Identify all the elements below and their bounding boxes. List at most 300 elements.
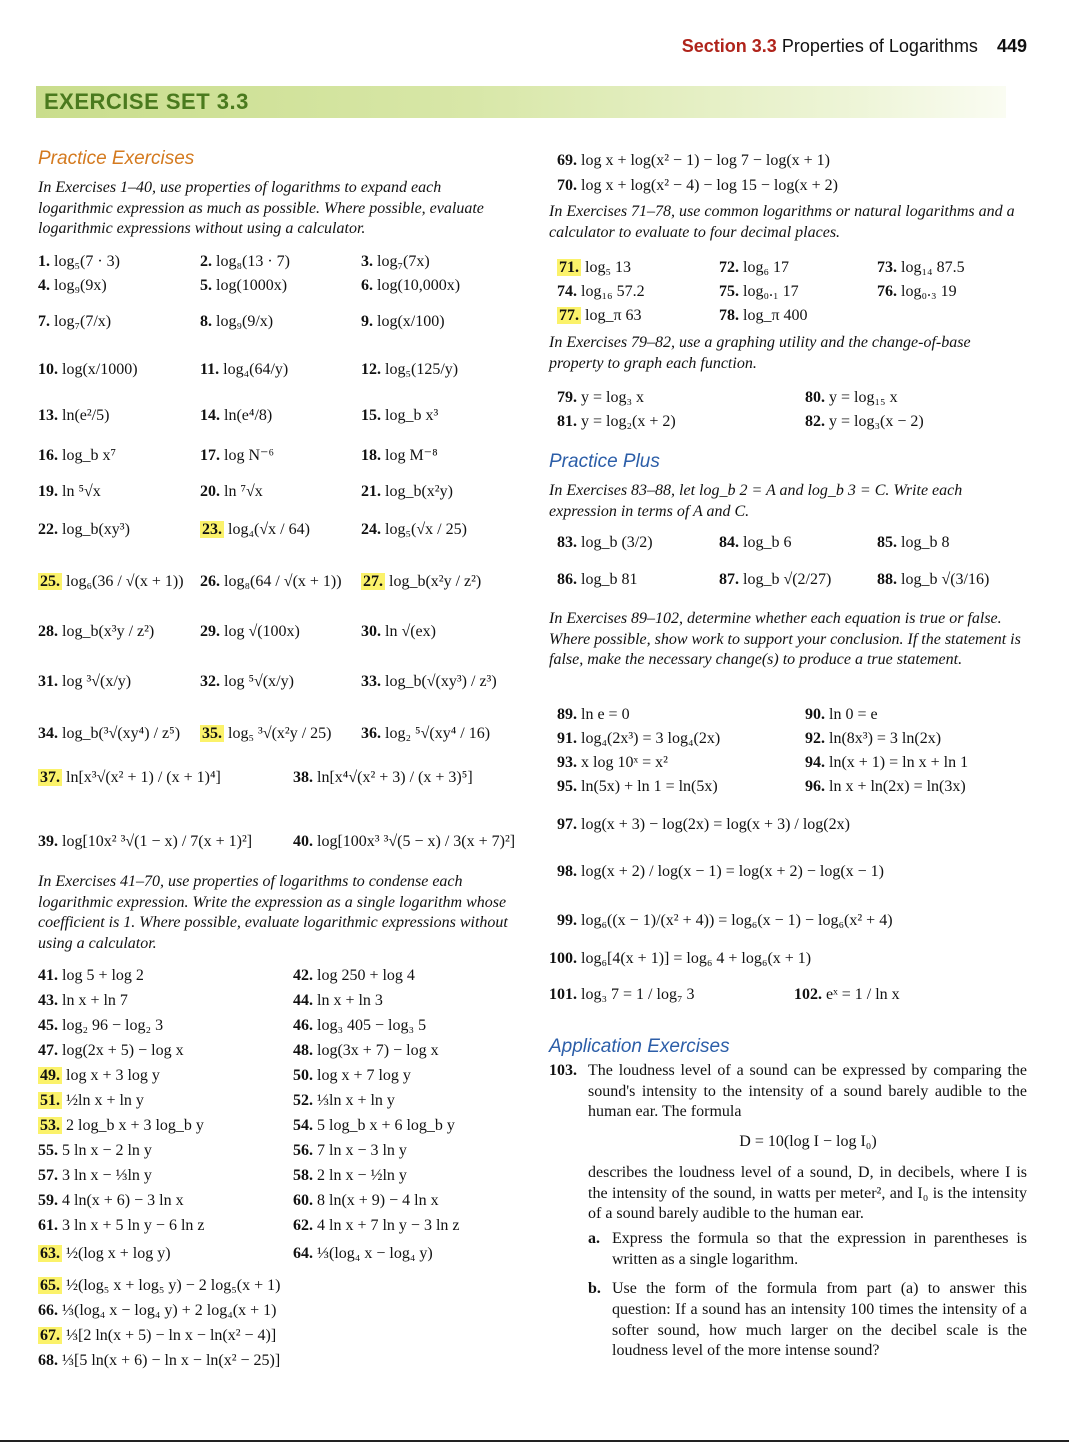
- exercise-number: 94.: [805, 754, 825, 771]
- exercise-expression: log₄(√x / 64): [224, 521, 310, 538]
- exercise-number: 36.: [361, 725, 381, 742]
- exercise-number: 87.: [719, 571, 739, 588]
- exercise-number: 65.: [40, 1277, 60, 1294]
- exercise-expression: log(x + 2) / log(x − 1) = log(x + 2) − log(x − 1): [577, 863, 884, 880]
- exercise-item: [293, 1116, 455, 1136]
- exercise-item: [293, 1091, 395, 1111]
- exercise-expression: 3 ln x + 5 ln y − 6 ln z: [58, 1217, 205, 1234]
- exercise-number: 30.: [361, 623, 381, 640]
- exercise-number: 4.: [38, 277, 50, 294]
- section-label: Section 3.3: [681, 36, 777, 56]
- exercise-expression: ln(e²/5): [58, 407, 110, 424]
- exercise-expression: ½ln x + ln y: [62, 1092, 144, 1109]
- exercise-expression: log₅(7 · 3): [50, 253, 121, 270]
- exercise-item: [877, 533, 949, 553]
- exercise-item: [38, 1244, 171, 1264]
- exercise-expression: log x + 7 log y: [313, 1067, 411, 1084]
- exercise-number: 34.: [38, 725, 58, 742]
- exercise-item: [38, 312, 111, 332]
- exercise-expression: log₅ 13: [581, 259, 632, 276]
- exercise-item: [805, 777, 966, 797]
- exercise-expression: 5 ln x − 2 ln y: [58, 1142, 152, 1159]
- exercise-number: 86.: [557, 571, 577, 588]
- exercise-item: [293, 832, 515, 852]
- exercise-expression: log₆[4(x + 1)] = log₆ 4 + log₆(x + 1): [577, 950, 812, 967]
- exercise-item: [361, 724, 490, 744]
- exercise-number: 26.: [200, 573, 220, 590]
- exercise-number: 27.: [363, 573, 383, 590]
- exercise-item: [38, 1116, 204, 1136]
- exercise-expression: log x + 3 log y: [62, 1067, 160, 1084]
- exercise-number: 45.: [38, 1017, 58, 1034]
- exercise-number: 102.: [794, 986, 822, 1003]
- exercise-expression: ln[x⁴√(x² + 3) / (x + 3)⁵]: [313, 769, 473, 786]
- exercise-expression: log_π 400: [739, 307, 808, 324]
- exercise-expression: log_b(x³y / z²): [58, 623, 155, 640]
- exercise-expression: log N⁻⁶: [220, 447, 275, 464]
- exercise-item: [361, 406, 438, 426]
- exercise-set-banner: [36, 86, 1006, 118]
- exercise-item: [200, 360, 288, 380]
- exercise-number: 68.: [38, 1352, 58, 1369]
- exercise-expression: log(x + 3) − log(2x) = log(x + 3) / log(2x): [577, 816, 850, 833]
- exercise-expression: ⅓[5 ln(x + 6) − ln x − ln(x² − 25)]: [58, 1352, 281, 1369]
- exercise-expression: log 250 + log 4: [313, 967, 415, 984]
- exercise-expression: ½(log₅ x + log₅ y) − 2 log₅(x + 1): [62, 1277, 281, 1294]
- exercise-expression: log₁₄ 87.5: [897, 259, 965, 276]
- exercise-item: [805, 412, 924, 432]
- exercise-number: 63.: [40, 1245, 60, 1262]
- exercise-expression: log₇(7/x): [50, 313, 112, 330]
- exercise-number: 1.: [38, 253, 50, 270]
- exercise-item: [293, 1244, 433, 1264]
- page-header: [682, 36, 1027, 57]
- exercise-expression: log₆ 17: [739, 259, 790, 276]
- exercise-expression: ½(log x + log y): [62, 1245, 171, 1262]
- exercise-expression: log₆(36 / √(x + 1)): [62, 573, 184, 590]
- exercise-expression: log M⁻⁸: [381, 447, 438, 464]
- exercise-number: 80.: [805, 389, 825, 406]
- exercise-expression: log₁₆ 57.2: [577, 283, 645, 300]
- exercise-number: 17.: [200, 447, 220, 464]
- page-number: 449: [996, 36, 1027, 56]
- exercise-item: [557, 705, 630, 725]
- exercise-item: [293, 966, 415, 986]
- exercise-item: [38, 406, 109, 426]
- intro-89-102: In Exercises 89–102, determine whether each equation is true or false. Where possible, show work to support your conclusion. If the statement is false, make the necessary change(s) to produce a true statement.: [549, 610, 1021, 668]
- exercise-number: 20.: [200, 483, 220, 500]
- exercise-number: 98.: [557, 863, 577, 880]
- exercise-expression: log₉(9/x): [212, 313, 274, 330]
- exercise-expression: x log 10ˣ = x²: [577, 754, 668, 771]
- exercise-expression: log_b(³√(xy⁴) / z⁵): [58, 725, 181, 742]
- exercise-expression: log₅(√x / 25): [381, 521, 467, 538]
- part-b-label: b.: [588, 1280, 601, 1298]
- exercise-number: 70.: [557, 177, 577, 194]
- exercise-number: 54.: [293, 1117, 313, 1134]
- exercise-expression: log₃ 405 − log₃ 5: [313, 1017, 427, 1034]
- exercise-number: 67.: [40, 1327, 60, 1344]
- exercise-item: [200, 406, 272, 426]
- exercise-number: 49.: [40, 1067, 60, 1084]
- exercise-number: 28.: [38, 623, 58, 640]
- exercise-number: 15.: [361, 407, 381, 424]
- practice-plus-heading: Practice Plus: [549, 451, 660, 472]
- exercise-expression: log₄(2x³) = 3 log₄(2x): [577, 730, 721, 747]
- exercise-item: [38, 1216, 204, 1236]
- exercise-expression: log(x/100): [373, 313, 445, 330]
- exercise-number: 88.: [877, 571, 897, 588]
- exercise-number: 91.: [557, 730, 577, 747]
- exercise-number: 37.: [40, 769, 60, 786]
- exercise-expression: log_b(x²y / z²): [385, 573, 482, 590]
- exercise-item: [557, 570, 637, 590]
- exercise-expression: log_b(x²y): [381, 483, 453, 500]
- exercise-expression: log₀.₁ 17: [739, 283, 799, 300]
- exercise-number: 39.: [38, 833, 58, 850]
- exercise-number: 21.: [361, 483, 381, 500]
- exercise-item: [38, 991, 128, 1011]
- exercise-item: [293, 1066, 411, 1086]
- exercise-item: [719, 282, 799, 302]
- exercise-expression: log₅ ³√(x²y / 25): [224, 725, 332, 742]
- exercise-item: [361, 520, 467, 540]
- exercise-item: [200, 724, 332, 744]
- exercise-expression: 3 ln x − ⅓ln y: [58, 1167, 152, 1184]
- exercise-number: 38.: [293, 769, 313, 786]
- exercise-expression: ln(x + 1) = ln x + ln 1: [825, 754, 969, 771]
- exercise-expression: log₉(9x): [50, 277, 107, 294]
- exercise-number: 46.: [293, 1017, 313, 1034]
- exercise-expression: log_b √(2/27): [739, 571, 832, 588]
- exercise-item: [200, 672, 294, 692]
- exercise-item: [805, 705, 878, 725]
- exercise-expression: log₈(64 / √(x + 1)): [220, 573, 342, 590]
- exercise-expression: eˣ = 1 / ln x: [822, 986, 900, 1003]
- exercise-item: [38, 446, 116, 466]
- exercise-number: 90.: [805, 706, 825, 723]
- exercise-number: 56.: [293, 1142, 313, 1159]
- exercise-item: [361, 252, 430, 272]
- exercise-item: [293, 1166, 407, 1186]
- exercise-item: [293, 768, 473, 788]
- exercise-number: 42.: [293, 967, 313, 984]
- exercise-number: 50.: [293, 1067, 313, 1084]
- exercise-expression: log_b 8: [897, 534, 950, 551]
- exercise-item: [549, 985, 695, 1005]
- exercise-number: 53.: [40, 1117, 60, 1134]
- exercise-expression: ⅓(log₄ x − log₄ y) + 2 log₄(x + 1): [58, 1302, 277, 1319]
- exercise-expression: ln √(ex): [381, 623, 436, 640]
- exercise-item: [557, 753, 668, 773]
- exercise-number: 14.: [200, 407, 220, 424]
- exercise-item: [38, 360, 138, 380]
- exercise-item: [200, 276, 287, 296]
- exercise-item: [361, 360, 458, 380]
- exercise-number: 3.: [361, 253, 373, 270]
- exercise-item: [557, 412, 676, 432]
- exercise-103-number: 103.: [549, 1062, 577, 1079]
- exercise-expression: log_b(√(xy³) / z³): [381, 673, 497, 690]
- exercise-item: [38, 1141, 152, 1161]
- exercise-number: 40.: [293, 833, 313, 850]
- exercise-item: [557, 282, 645, 302]
- exercise-number: 78.: [719, 307, 739, 324]
- exercise-number: 81.: [557, 413, 577, 430]
- exercise-item: [38, 768, 221, 788]
- exercise-expression: ln ⁷√x: [220, 483, 263, 500]
- exercise-number: 72.: [719, 259, 739, 276]
- exercise-item: [38, 520, 130, 540]
- exercise-number: 71.: [559, 259, 579, 276]
- exercise-item: [877, 282, 957, 302]
- exercise-number: 7.: [38, 313, 50, 330]
- exercise-number: 57.: [38, 1167, 58, 1184]
- exercise-item: [38, 1166, 152, 1186]
- intro-83-88: In Exercises 83–88, let log_b 2 = A and log_b 3 = C. Write each expression in terms of A and C.: [549, 482, 963, 520]
- exercise-expression: ln(e⁴/8): [220, 407, 273, 424]
- exercise-number: 82.: [805, 413, 825, 430]
- exercise-set-title: EXERCISE SET 3.3: [44, 89, 249, 114]
- exercise-item: [38, 252, 120, 272]
- intro-1-40: In Exercises 1–40, use properties of logarithms to expand each logarithmic expression as much as possible. Where possible, evaluate logarithmic expressions without using a calculator.: [38, 179, 484, 237]
- exercise-number: 58.: [293, 1167, 313, 1184]
- exercise-item: [361, 672, 497, 692]
- exercise-item: [361, 446, 438, 466]
- exercise-expression: ln(8x³) = 3 ln(2x): [825, 730, 942, 747]
- exercise-number: 22.: [38, 521, 58, 538]
- exercise-item: [293, 1141, 407, 1161]
- exercise-expression: 4 ln(x + 6) − 3 ln x: [58, 1192, 184, 1209]
- exercise-expression: ⅓(log₄ x − log₄ y): [313, 1245, 433, 1262]
- exercise-number: 93.: [557, 754, 577, 771]
- exercise-number: 59.: [38, 1192, 58, 1209]
- exercise-number: 95.: [557, 778, 577, 795]
- exercise-item: [293, 1216, 459, 1236]
- exercise-expression: ln(5x) + ln 1 = ln(5x): [577, 778, 718, 795]
- exercise-number: 13.: [38, 407, 58, 424]
- exercise-number: 33.: [361, 673, 381, 690]
- exercise-item: [38, 672, 131, 692]
- exercise-item: [38, 966, 144, 986]
- exercise-item: [557, 388, 644, 408]
- exercise-expression: log₀.₃ 19: [897, 283, 957, 300]
- exercise-expression: log₆((x − 1)/(x² + 4)) = log₆(x − 1) − log₆(x² + 4): [577, 912, 893, 929]
- exercise-item: [557, 258, 631, 278]
- exercise-number: 92.: [805, 730, 825, 747]
- exercise-number: 83.: [557, 534, 577, 551]
- exercise-expression: y = log₂(x + 2): [577, 413, 676, 430]
- exercise-item: [38, 1301, 276, 1321]
- application-heading: Application Exercises: [549, 1036, 730, 1057]
- exercise-item: [293, 1016, 426, 1036]
- exercise-number: 76.: [877, 283, 897, 300]
- exercise-item: [200, 446, 274, 466]
- exercise-number: 48.: [293, 1042, 313, 1059]
- exercise-item: [38, 1191, 184, 1211]
- exercise-item: [38, 276, 107, 296]
- exercise-expression: log₂ ⁵√(xy⁴ / 16): [381, 725, 491, 742]
- exercise-expression: log_b(xy³): [58, 521, 130, 538]
- exercise-number: 10.: [38, 361, 58, 378]
- exercise-number: 79.: [557, 389, 577, 406]
- exercise-expression: log ³√(x/y): [58, 673, 132, 690]
- exercise-item: [361, 622, 436, 642]
- exercise-103: [549, 1061, 1027, 1362]
- exercise-item: [557, 729, 720, 749]
- exercise-item: [719, 570, 831, 590]
- exercise-item: [38, 482, 101, 502]
- exercise-item: [38, 1326, 276, 1346]
- exercise-number: 16.: [38, 447, 58, 464]
- exercise-item: [557, 533, 653, 553]
- exercise-item: [361, 572, 481, 592]
- exercise-item: [293, 1041, 439, 1061]
- exercise-number: 55.: [38, 1142, 58, 1159]
- exercise-item: [38, 1276, 280, 1296]
- exercise-expression: 2 ln x − ½ln y: [313, 1167, 407, 1184]
- exercise-number: 89.: [557, 706, 577, 723]
- exercise-item: [200, 252, 290, 272]
- exercise-expression: log(x/1000): [58, 361, 138, 378]
- exercise-item: [38, 1041, 184, 1061]
- exercise-item: [719, 258, 789, 278]
- exercise-number: 19.: [38, 483, 58, 500]
- exercise-item: [38, 832, 252, 852]
- exercise-expression: log(2x + 5) − log x: [58, 1042, 184, 1059]
- exercise-item: [361, 276, 460, 296]
- exercise-expression: log x + log(x² − 4) − log 15 − log(x + 2): [577, 177, 839, 194]
- exercise-expression: log₄(64/y): [219, 361, 289, 378]
- exercise-expression: ln e = 0: [577, 706, 630, 723]
- exercise-number: 25.: [40, 573, 60, 590]
- exercise-item: [557, 306, 642, 326]
- exercise-item: [361, 482, 453, 502]
- exercise-item: [557, 911, 893, 931]
- bottom-rule: [0, 1440, 1069, 1442]
- intro-71-78: In Exercises 71–78, use common logarithms or natural logarithms and a calculator to evaluate to four decimal places.: [549, 203, 1015, 241]
- exercise-number: 73.: [877, 259, 897, 276]
- exercise-item: [557, 176, 838, 196]
- exercise-number: 99.: [557, 912, 577, 929]
- exercise-item: [557, 815, 850, 835]
- exercise-expression: ln x + ln 3: [313, 992, 383, 1009]
- exercise-item: [557, 777, 718, 797]
- exercise-expression: ln x + ln(2x) = ln(3x): [825, 778, 966, 795]
- intro-79-82: In Exercises 79–82, use a graphing utility and the change-of-base property to graph each function.: [549, 334, 971, 372]
- exercise-number: 2.: [200, 253, 212, 270]
- exercise-number: 101.: [549, 986, 577, 1003]
- exercise-number: 69.: [557, 152, 577, 169]
- exercise-expression: log[100x³ ³√(5 − x) / 3(x + 7)²]: [313, 833, 516, 850]
- exercise-item: [200, 520, 310, 540]
- exercise-number: 75.: [719, 283, 739, 300]
- exercise-item: [38, 622, 154, 642]
- exercise-expression: 2 log_b x + 3 log_b y: [62, 1117, 204, 1134]
- exercise-number: 66.: [38, 1302, 58, 1319]
- exercise-expression: y = log₃ x: [577, 389, 645, 406]
- exercise-number: 51.: [40, 1092, 60, 1109]
- exercise-expression: ⅓[2 ln(x + 5) − ln x − ln(x² − 4)]: [62, 1327, 277, 1344]
- exercise-expression: log_b 81: [577, 571, 638, 588]
- exercise-expression: ⅓ln x + ln y: [313, 1092, 395, 1109]
- exercise-expression: 8 ln(x + 9) − 4 ln x: [313, 1192, 439, 1209]
- exercise-number: 74.: [557, 283, 577, 300]
- exercise-number: 85.: [877, 534, 897, 551]
- exercise-expression: log √(100x): [220, 623, 300, 640]
- exercise-number: 8.: [200, 313, 212, 330]
- exercise-expression: log₃ 7 = 1 / log₇ 3: [577, 986, 695, 1003]
- exercise-item: [719, 533, 791, 553]
- part-b-text: Use the form of the formula from part (a) to answer this question: If a sound has an intensity 100 times the intensity of a softer sound, how much larger on the decibel scale is the loudness level of the more intense sound?: [612, 1280, 1027, 1360]
- exercise-item: [200, 572, 342, 592]
- exercise-number: 5.: [200, 277, 212, 294]
- exercise-expression: log 5 + log 2: [58, 967, 144, 984]
- exercise-expression: ln ⁵√x: [58, 483, 101, 500]
- exercise-item: [38, 1066, 160, 1086]
- exercise-expression: log(10,000x): [373, 277, 461, 294]
- exercise-number: 62.: [293, 1217, 313, 1234]
- exercise-number: 52.: [293, 1092, 313, 1109]
- exercise-number: 12.: [361, 361, 381, 378]
- part-a-text: Express the formula so that the expression in parentheses is written as a single logarithm.: [612, 1229, 1027, 1268]
- exercise-103-text-2: describes the loudness level of a sound, D, in decibels, where I is the intensity of the sound, in watts per meter², and I₀ is the intensity of a sound barely audible to the human ear.: [588, 1163, 1027, 1223]
- exercise-number: 43.: [38, 992, 58, 1009]
- exercise-number: 47.: [38, 1042, 58, 1059]
- exercise-expression: ln[x³√(x² + 1) / (x + 1)⁴]: [62, 769, 221, 786]
- exercise-expression: y = log₃(x − 2): [825, 413, 924, 430]
- exercise-expression: log₅(125/y): [381, 361, 459, 378]
- exercise-number: 11.: [200, 361, 220, 378]
- exercise-number: 32.: [200, 673, 220, 690]
- decibel-formula: D = 10(log I − log I₀): [739, 1133, 877, 1151]
- exercise-item: [877, 570, 989, 590]
- exercise-item: [38, 724, 180, 744]
- exercise-number: 18.: [361, 447, 381, 464]
- exercise-number: 64.: [293, 1245, 313, 1262]
- exercise-expression: log_b x⁷: [58, 447, 117, 464]
- part-a-label: a.: [588, 1229, 600, 1247]
- exercise-expression: ln 0 = e: [825, 706, 878, 723]
- exercise-item: [557, 151, 830, 171]
- exercise-103-text: The loudness level of a sound can be expressed by comparing the sound's intensity to the intensity of a sound barely audible to the human ear. The formula: [588, 1062, 1027, 1121]
- exercise-number: 96.: [805, 778, 825, 795]
- exercise-item: [361, 312, 445, 332]
- exercise-number: 100.: [549, 950, 577, 967]
- exercise-expression: log_b √(3/16): [897, 571, 990, 588]
- exercise-item: [200, 622, 300, 642]
- exercise-item: [200, 482, 263, 502]
- exercise-item: [794, 985, 900, 1005]
- section-title: Properties of Logarithms: [781, 36, 978, 56]
- exercise-number: 29.: [200, 623, 220, 640]
- exercise-expression: log(1000x): [212, 277, 288, 294]
- exercise-expression: log ⁵√(x/y): [220, 673, 294, 690]
- exercise-item: [805, 388, 898, 408]
- exercise-number: 31.: [38, 673, 58, 690]
- exercise-number: 84.: [719, 534, 739, 551]
- exercise-number: 77.: [559, 307, 579, 324]
- exercise-number: 97.: [557, 816, 577, 833]
- exercise-number: 60.: [293, 1192, 313, 1209]
- exercise-item: [719, 306, 808, 326]
- exercise-expression: log₂ 96 − log₂ 3: [58, 1017, 164, 1034]
- exercise-expression: log[10x² ³√(1 − x) / 7(x + 1)²]: [58, 833, 253, 850]
- exercise-item: [38, 572, 184, 592]
- exercise-number: 9.: [361, 313, 373, 330]
- exercise-expression: y = log₁₅ x: [825, 389, 898, 406]
- exercise-number: 41.: [38, 967, 58, 984]
